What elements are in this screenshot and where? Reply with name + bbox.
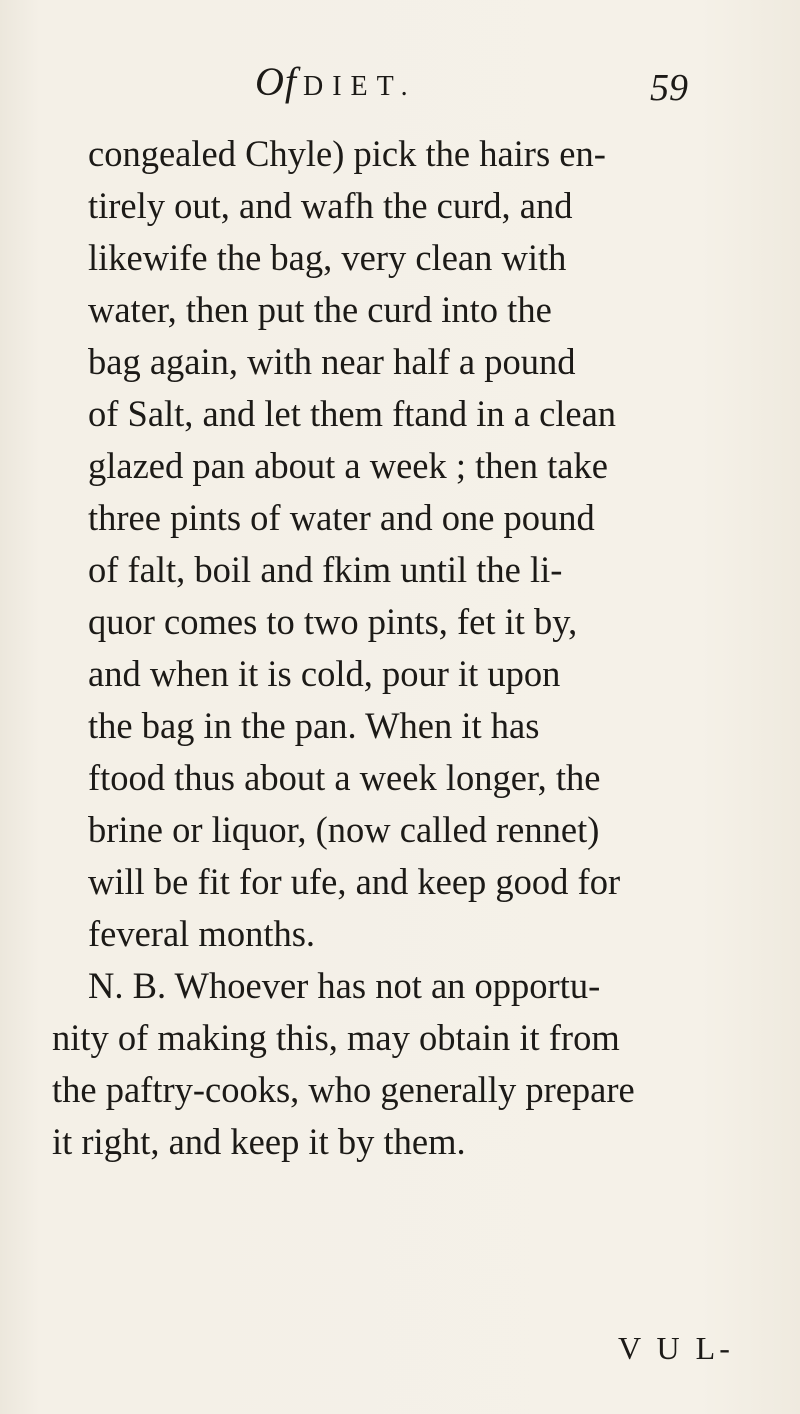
text-line: of falt, boil and fkim until the li-	[88, 549, 563, 590]
text-line: the bag in the pan. When it has	[88, 705, 540, 746]
page-header	[0, 58, 800, 118]
text-line: will be fit for ufe, and keep good for	[88, 861, 621, 902]
text-line: it right, and keep it by them.	[52, 1121, 466, 1162]
text-line: glazed pan about a week ; then take	[88, 445, 608, 486]
text-line: N. B. Whoever has not an opportu-	[88, 965, 601, 1006]
catchword: V U L-	[618, 1330, 734, 1366]
text-line: nity of making this, may obtain it from	[52, 1017, 620, 1058]
text-line: water, then put the curd into the	[88, 289, 552, 330]
text-line: feveral months.	[88, 913, 316, 954]
text-line: brine or liquor, (now called rennet)	[88, 809, 600, 850]
text-line: bag again, with near half a pound	[88, 341, 576, 382]
running-head-of: Of	[255, 59, 297, 104]
text-line: and when it is cold, pour it upon	[88, 653, 561, 694]
running-head	[255, 58, 417, 105]
running-head-title: DIET.	[303, 71, 417, 102]
text-line: of Salt, and let them ftand in a clean	[88, 393, 617, 434]
text-line: the paftry-cooks, who generally prepare	[52, 1069, 635, 1110]
text-line: congealed Chyle) pick the hairs en-	[88, 133, 606, 174]
text-line: quor comes to two pints, fet it by,	[88, 601, 578, 642]
text-line: three pints of water and one pound	[88, 497, 595, 538]
page-number: 59	[650, 67, 688, 109]
text-line: ftood thus about a week longer, the	[88, 757, 601, 798]
text-line: tirely out, and wafh the curd, and	[88, 185, 573, 226]
text-line: likewife the bag, very clean with	[88, 237, 567, 278]
